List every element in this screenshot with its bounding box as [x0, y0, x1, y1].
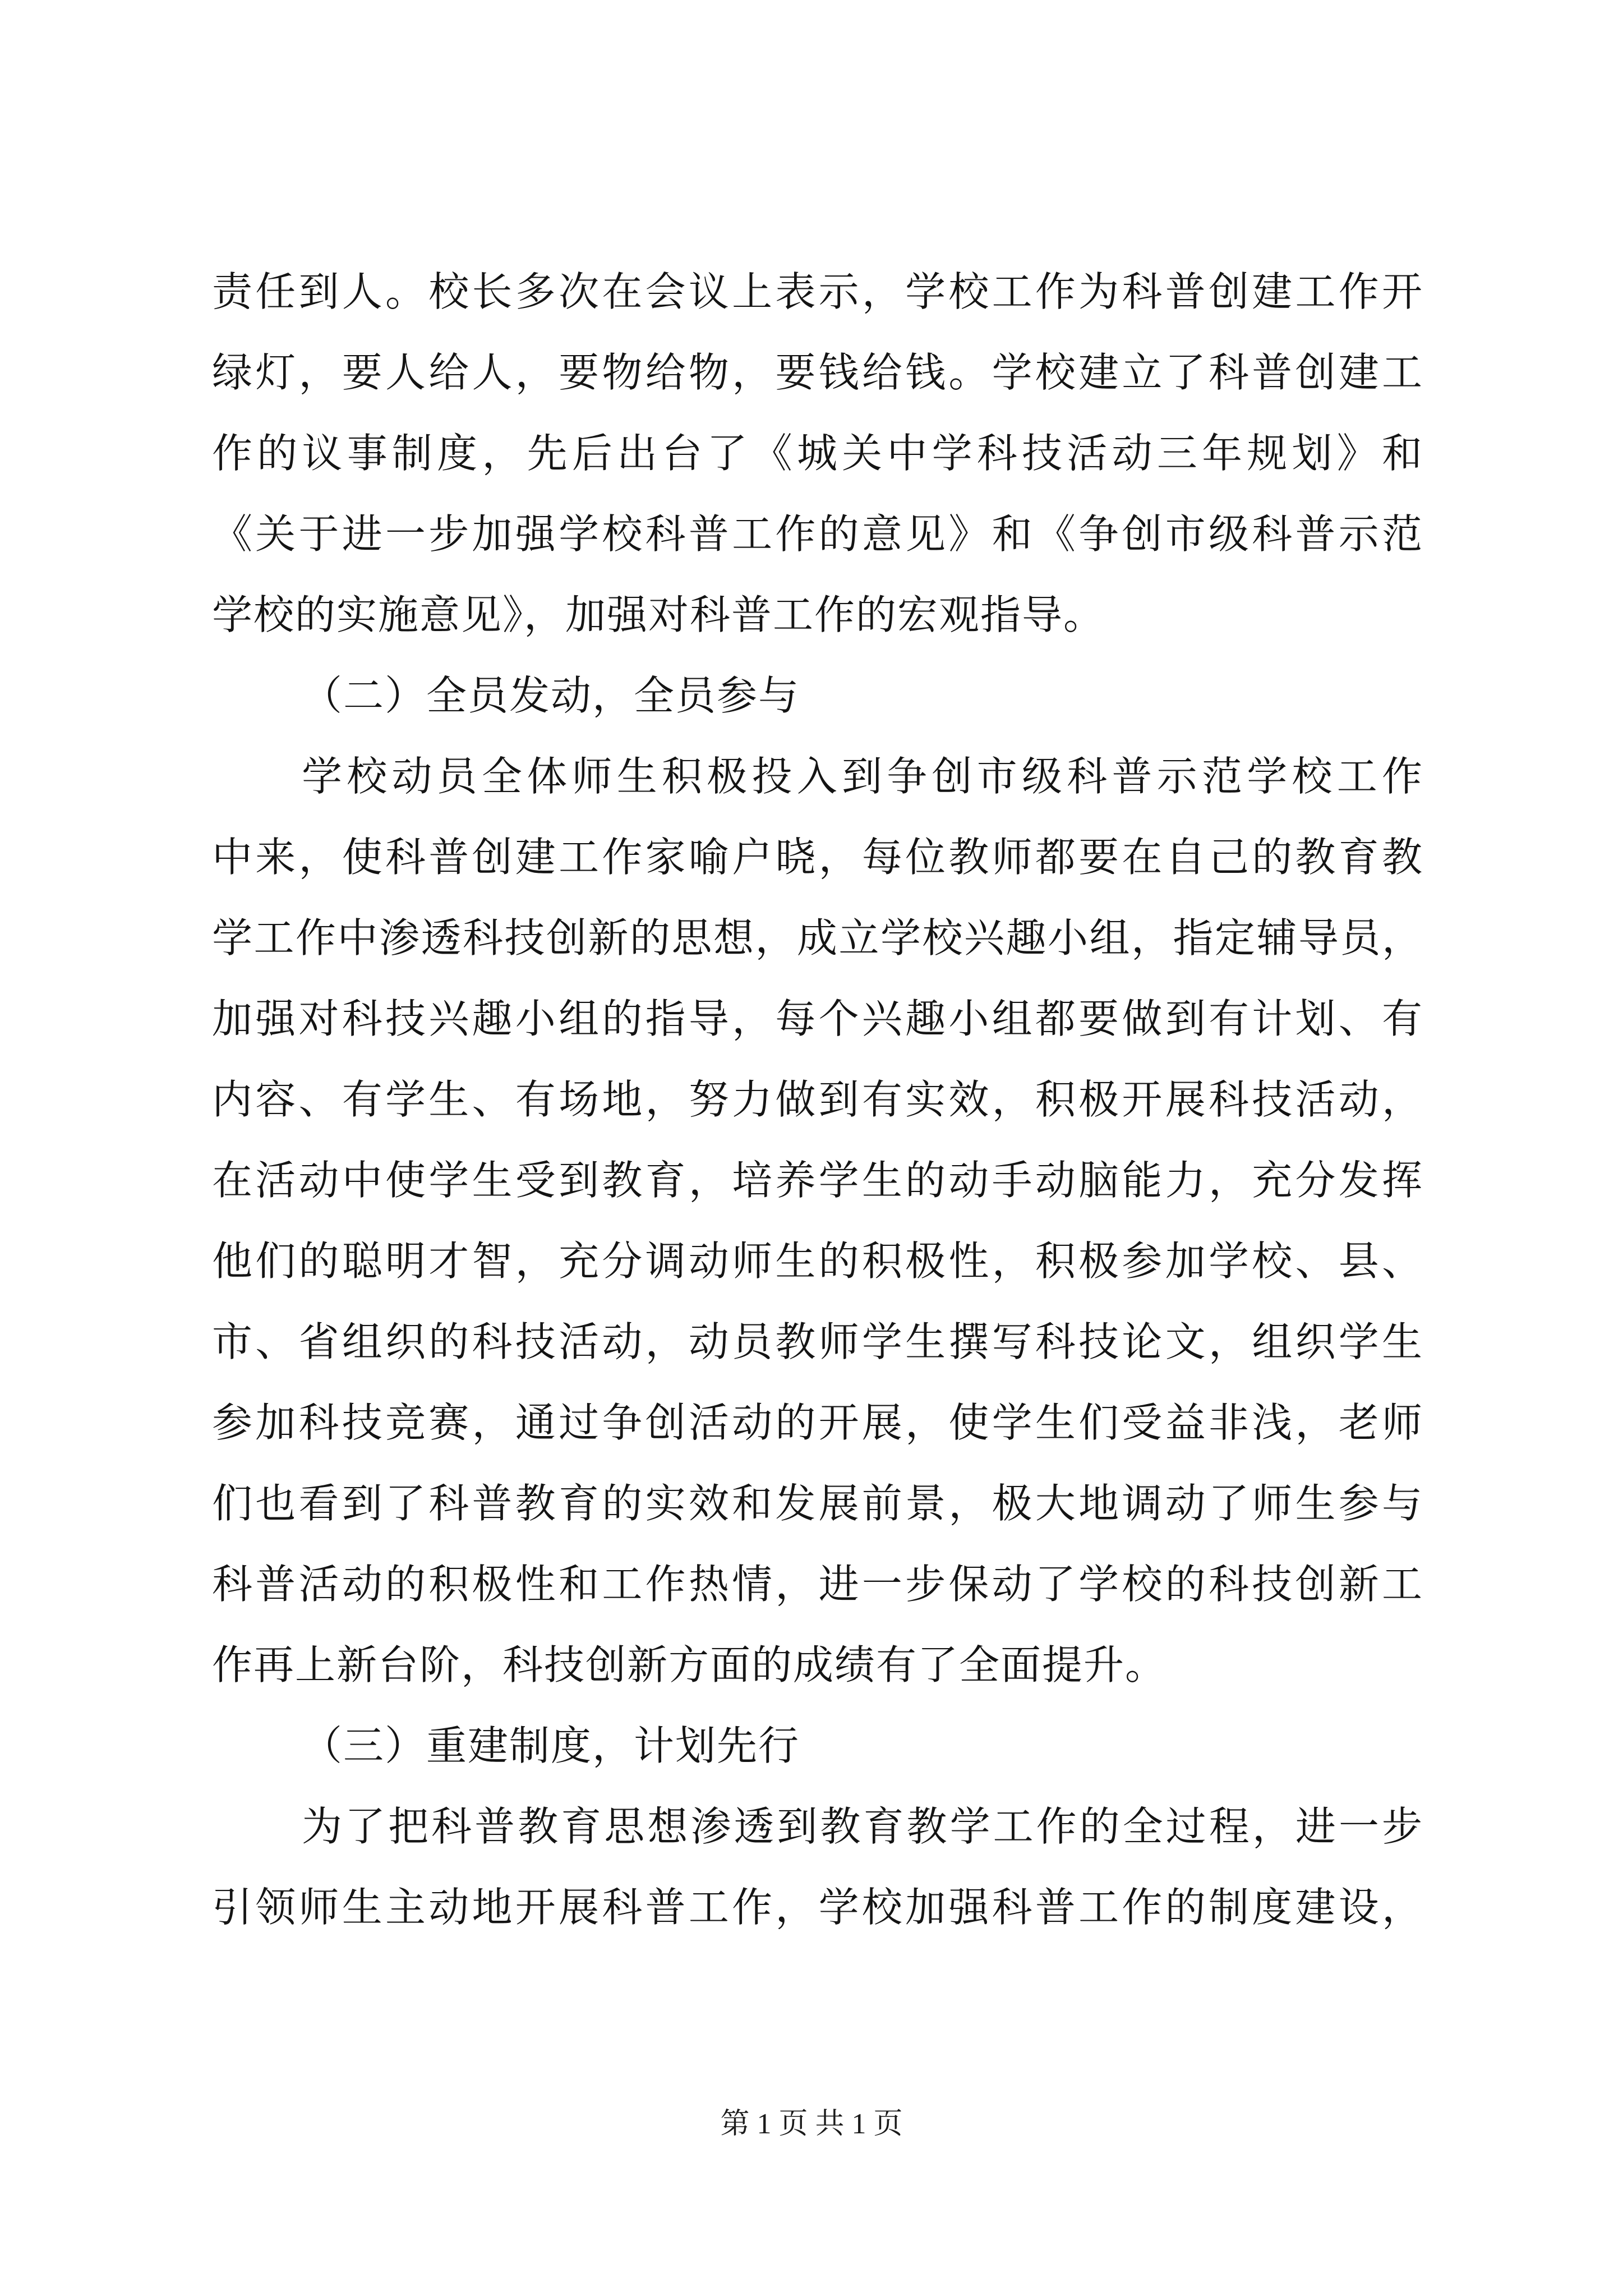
paragraph-line: 绿灯，要人给人，要物给物，要钱给钱。学校建立了科普创建工 [212, 349, 1423, 396]
paragraph-line: 作再上新台阶，科技创新方面的成绩有了全面提升。 [212, 1641, 1167, 1688]
paragraph-line: 科普活动的积极性和工作热情，进一步保动了学校的科技创新工 [212, 1561, 1423, 1608]
paragraph-line: 市、省组织的科技活动，动员教师学生撰写科技论文，组织学生 [212, 1318, 1423, 1365]
paragraph-line: 参加科技竞赛，通过争创活动的开展，使学生们受益非浅，老师 [212, 1399, 1423, 1446]
section-heading: （三）重建制度，计划先行 [302, 1722, 800, 1769]
paragraph-line: 学校的实施意见》，加强对科普工作的宏观指导。 [212, 591, 1105, 638]
section-heading: （二）全员发动，全员参与 [302, 672, 800, 719]
paragraph-line: 引领师生主动地开展科普工作，学校加强科普工作的制度建设， [212, 1884, 1423, 1931]
paragraph-line: 《关于进一步加强学校科普工作的意见》和《争创市级科普示范 [212, 510, 1423, 558]
paragraph-line: 内容、有学生、有场地，努力做到有实效，积极开展科技活动， [212, 1076, 1423, 1123]
page-number-label: 第 1 页 共 1 页 [720, 2108, 903, 2140]
paragraph-line: 学校动员全体师生积极投入到争创市级科普示范学校工作 [302, 753, 1423, 800]
paragraph-line: 学工作中渗透科技创新的思想，成立学校兴趣小组，指定辅导员， [212, 914, 1423, 961]
paragraph-line: 责任到人。校长多次在会议上表示，学校工作为科普创建工作开 [212, 268, 1423, 315]
paragraph-line: 作的议事制度，先后出台了《城关中学科技活动三年规划》和 [212, 430, 1423, 477]
page-footer [0, 2106, 1623, 2142]
paragraph-line: 加强对科技兴趣小组的指导，每个兴趣小组都要做到有计划、有 [212, 995, 1423, 1042]
paragraph-line: 中来，使科普创建工作家喻户晓，每位教师都要在自己的教育教 [212, 834, 1423, 881]
paragraph-line: 在活动中使学生受到教育，培养学生的动手动脑能力，充分发挥 [212, 1157, 1423, 1204]
paragraph-line: 们也看到了科普教育的实效和发展前景，极大地调动了师生参与 [212, 1480, 1423, 1527]
paragraph-line: 为了把科普教育思想渗透到教育教学工作的全过程，进一步 [302, 1803, 1423, 1850]
paragraph-line: 他们的聪明才智，充分调动师生的积极性，积极参加学校、县、 [212, 1237, 1423, 1285]
document-body [212, 251, 1423, 1948]
